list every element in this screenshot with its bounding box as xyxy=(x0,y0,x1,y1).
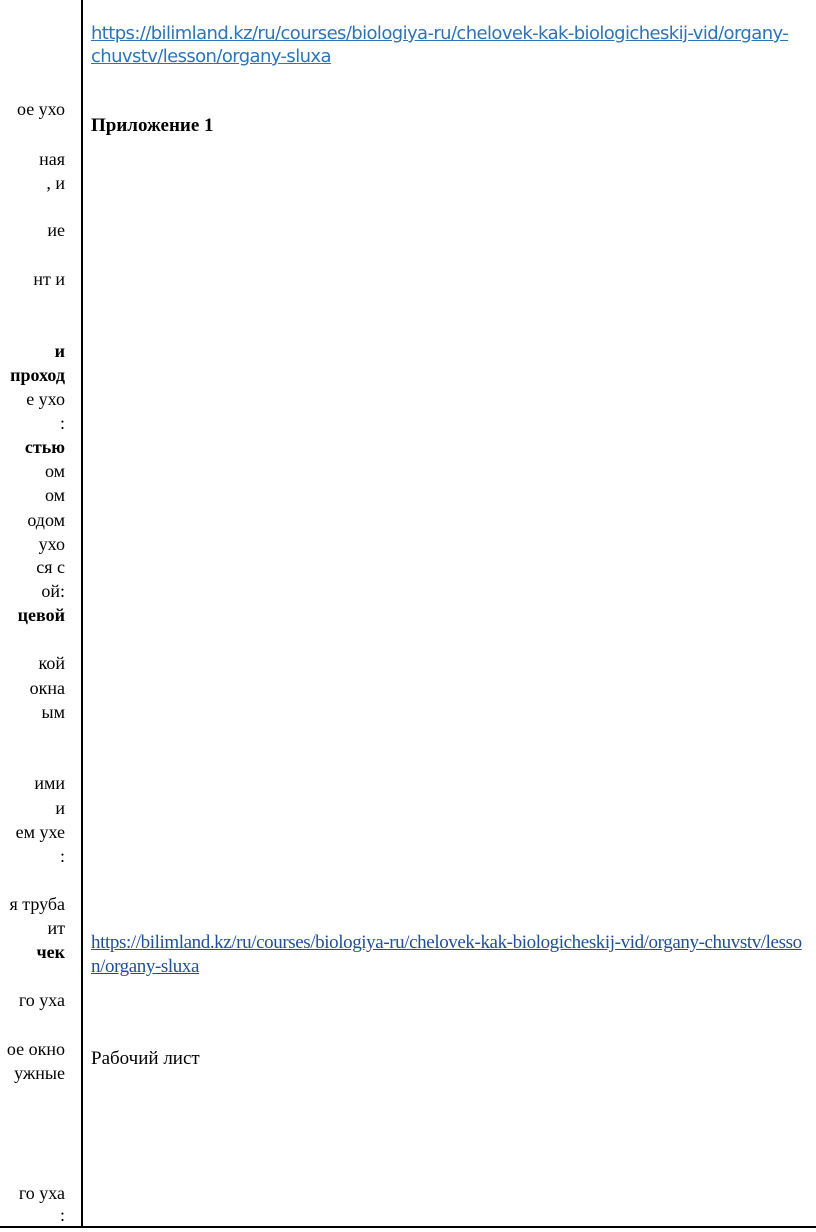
left-fragment: и xyxy=(54,341,65,361)
left-fragment: ое окно xyxy=(6,1039,65,1059)
left-fragment: ом xyxy=(44,461,65,481)
left-fragment: кой xyxy=(38,653,65,673)
left-fragment: е ухо xyxy=(26,389,65,409)
left-fragment: ое ухо xyxy=(16,99,65,119)
bilimland-lesson-link-bottom[interactable]: https://bilimland.kz/ru/courses/biologiya-ru/chelovek-kak-biologicheskij-vid/organy-chuvstv/lesson/organy-sluxa xyxy=(91,932,802,977)
left-fragment: проход xyxy=(10,365,65,385)
left-fragment: цевой xyxy=(17,605,65,625)
bilimland-lesson-link-top[interactable]: https://bilimland.kz/ru/courses/biologiya-ru/chelovek-kak-biologicheskij-vid/organy-chuvstv/lesson/organy-sluxa xyxy=(91,23,789,67)
left-fragment: ем ухе xyxy=(15,822,65,842)
left-fragment: ым xyxy=(41,702,65,722)
left-fragment: , и xyxy=(46,173,65,193)
left-fragment: ухо xyxy=(38,534,65,554)
left-fragment: ся с xyxy=(36,557,65,577)
left-fragment: окна xyxy=(29,678,65,698)
appendix-title: Приложение 1 xyxy=(91,115,214,136)
left-fragment: ная xyxy=(39,149,65,169)
left-fragment: ужные xyxy=(14,1063,65,1083)
left-fragment: : xyxy=(59,846,65,866)
left-fragment: нт и xyxy=(33,269,65,289)
left-fragment: ой: xyxy=(41,581,65,601)
left-fragment: одом xyxy=(27,510,65,530)
table-column-divider xyxy=(81,0,83,1228)
left-fragment: стью xyxy=(24,437,65,457)
left-fragment: го уха xyxy=(18,1183,65,1203)
left-fragment: : xyxy=(59,413,65,433)
left-fragment: чек xyxy=(36,942,65,962)
left-fragment: и xyxy=(55,798,65,818)
left-fragment: ие xyxy=(47,220,65,240)
left-fragment: ими xyxy=(34,773,65,793)
left-column-cropped xyxy=(0,0,81,1226)
left-fragment: го уха xyxy=(18,990,65,1010)
table-bottom-border xyxy=(0,1226,816,1228)
left-fragment: я труба xyxy=(9,894,65,914)
left-fragment: ом xyxy=(44,485,65,505)
worksheet-label: Рабочий лист xyxy=(91,1048,200,1069)
left-fragment: ит xyxy=(47,918,65,938)
left-fragment: : xyxy=(59,1205,65,1225)
